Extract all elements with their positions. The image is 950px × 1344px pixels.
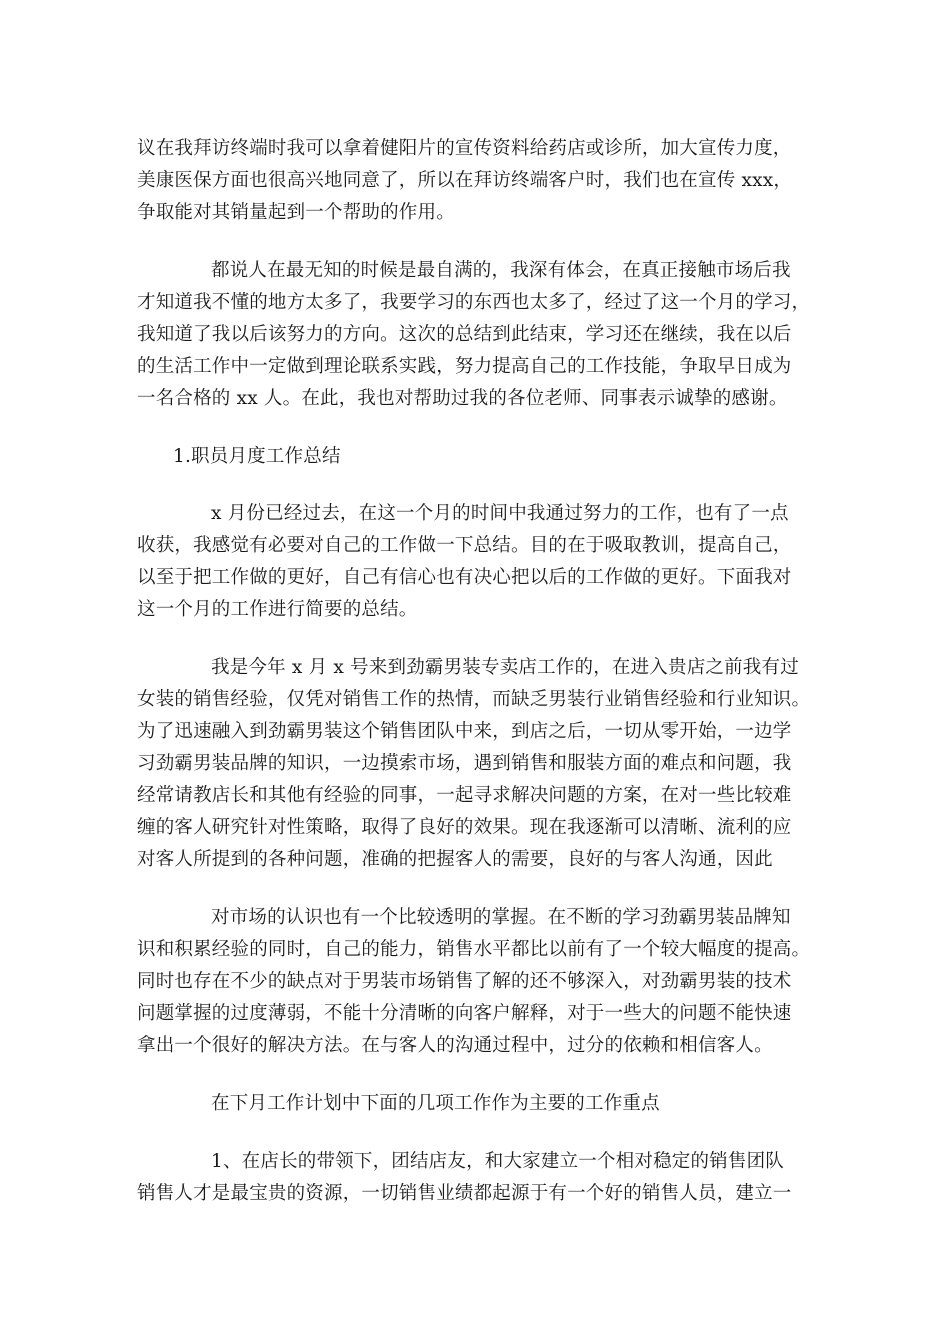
text-line: 为了迅速融入到劲霸男装这个销售团队中来，到店之后，一切从零开始，一边学 [137, 721, 792, 742]
text-line: 我是今年 x 月 x 号来到劲霸男装专卖店工作的，在进入贵店之前我有过 [211, 657, 799, 678]
text-line: 对客人所提到的各种问题，准确的把握客人的需要，良好的与客人沟通，因此 [137, 849, 773, 870]
text-line: 才知道我不懂的地方太多了，我要学习的东西也太多了，经过了这一个月的学习， [137, 292, 811, 313]
text-line: 美康医保方面也很高兴地同意了，所以在拜访终端客户时，我们也在宣传 xxx， [137, 170, 793, 191]
text-line: x 月份已经过去，在这一个月的时间中我通过努力的工作，也有了一点 [211, 503, 789, 524]
text-line: 对市场的认识也有一个比较透明的掌握。在不断的学习劲霸男装品牌知 [211, 907, 791, 928]
text-line: 收获，我感觉有必要对自己的工作做一下总结。目的在于吸取教训，提高自己， [137, 535, 792, 556]
text-line: 争取能对其销量起到一个帮助的作用。 [137, 202, 455, 223]
text-line: 女装的销售经验，仅凭对销售工作的热情，而缺乏男装行业销售经验和行业知识。 [137, 689, 811, 710]
text-line: 缠的客人研究针对性策略，取得了良好的效果。现在我逐渐可以清晰、流利的应 [137, 817, 792, 838]
text-line: 这一个月的工作进行简要的总结。 [137, 599, 418, 620]
text-line: 都说人在最无知的时候是最自满的，我深有体会，在真正接触市场后我 [211, 260, 791, 281]
text-line: 议在我拜访终端时我可以拿着健阳片的宣传资料给药店或诊所，加大宣传力度， [137, 138, 792, 159]
text-line: 以至于把工作做的更好，自己有信心也有决心把以后的工作做的更好。下面我对 [137, 567, 792, 588]
text-line: 识和积累经验的同时，自己的能力，销售水平都比以前有了一个较大幅度的提高。 [137, 939, 811, 960]
text-line: 销售人才是最宝贵的资源，一切销售业绩都起源于有一个好的销售人员，建立一 [137, 1183, 792, 1204]
text-line: 经常请教店长和其他有经验的同事，一起寻求解决问题的方案，在对一些比较难 [137, 785, 792, 806]
text-line: 同时也存在不少的缺点对于男装市场销售了解的还不够深入，对劲霸男装的技术 [137, 971, 792, 992]
text-line: 我知道了我以后该努力的方向。这次的总结到此结束，学习还在继续，我在以后 [137, 324, 792, 345]
text-line: 在下月工作计划中下面的几项工作作为主要的工作重点 [211, 1093, 660, 1114]
text-line: 习劲霸男装品牌的知识，一边摸索市场，遇到销售和服装方面的难点和问题，我 [137, 753, 792, 774]
text-line: 拿出一个很好的解决方法。在与客人的沟通过程中，过分的依赖和相信客人。 [137, 1035, 773, 1056]
text-line: 一名合格的 xx 人。在此，我也对帮助过我的各位老师、同事表示诚挚的感谢。 [137, 388, 788, 409]
text-line: 1、在店长的带领下，团结店友，和大家建立一个相对稳定的销售团队 [211, 1151, 784, 1172]
section-heading: 1.职员月度工作总结 [173, 446, 341, 467]
text-line: 的生活工作中一定做到理论联系实践，努力提高自己的工作技能，争取早日成为 [137, 356, 792, 377]
text-line: 问题掌握的过度薄弱，不能十分清晰的向客户解释，对于一些大的问题不能快速 [137, 1003, 792, 1024]
